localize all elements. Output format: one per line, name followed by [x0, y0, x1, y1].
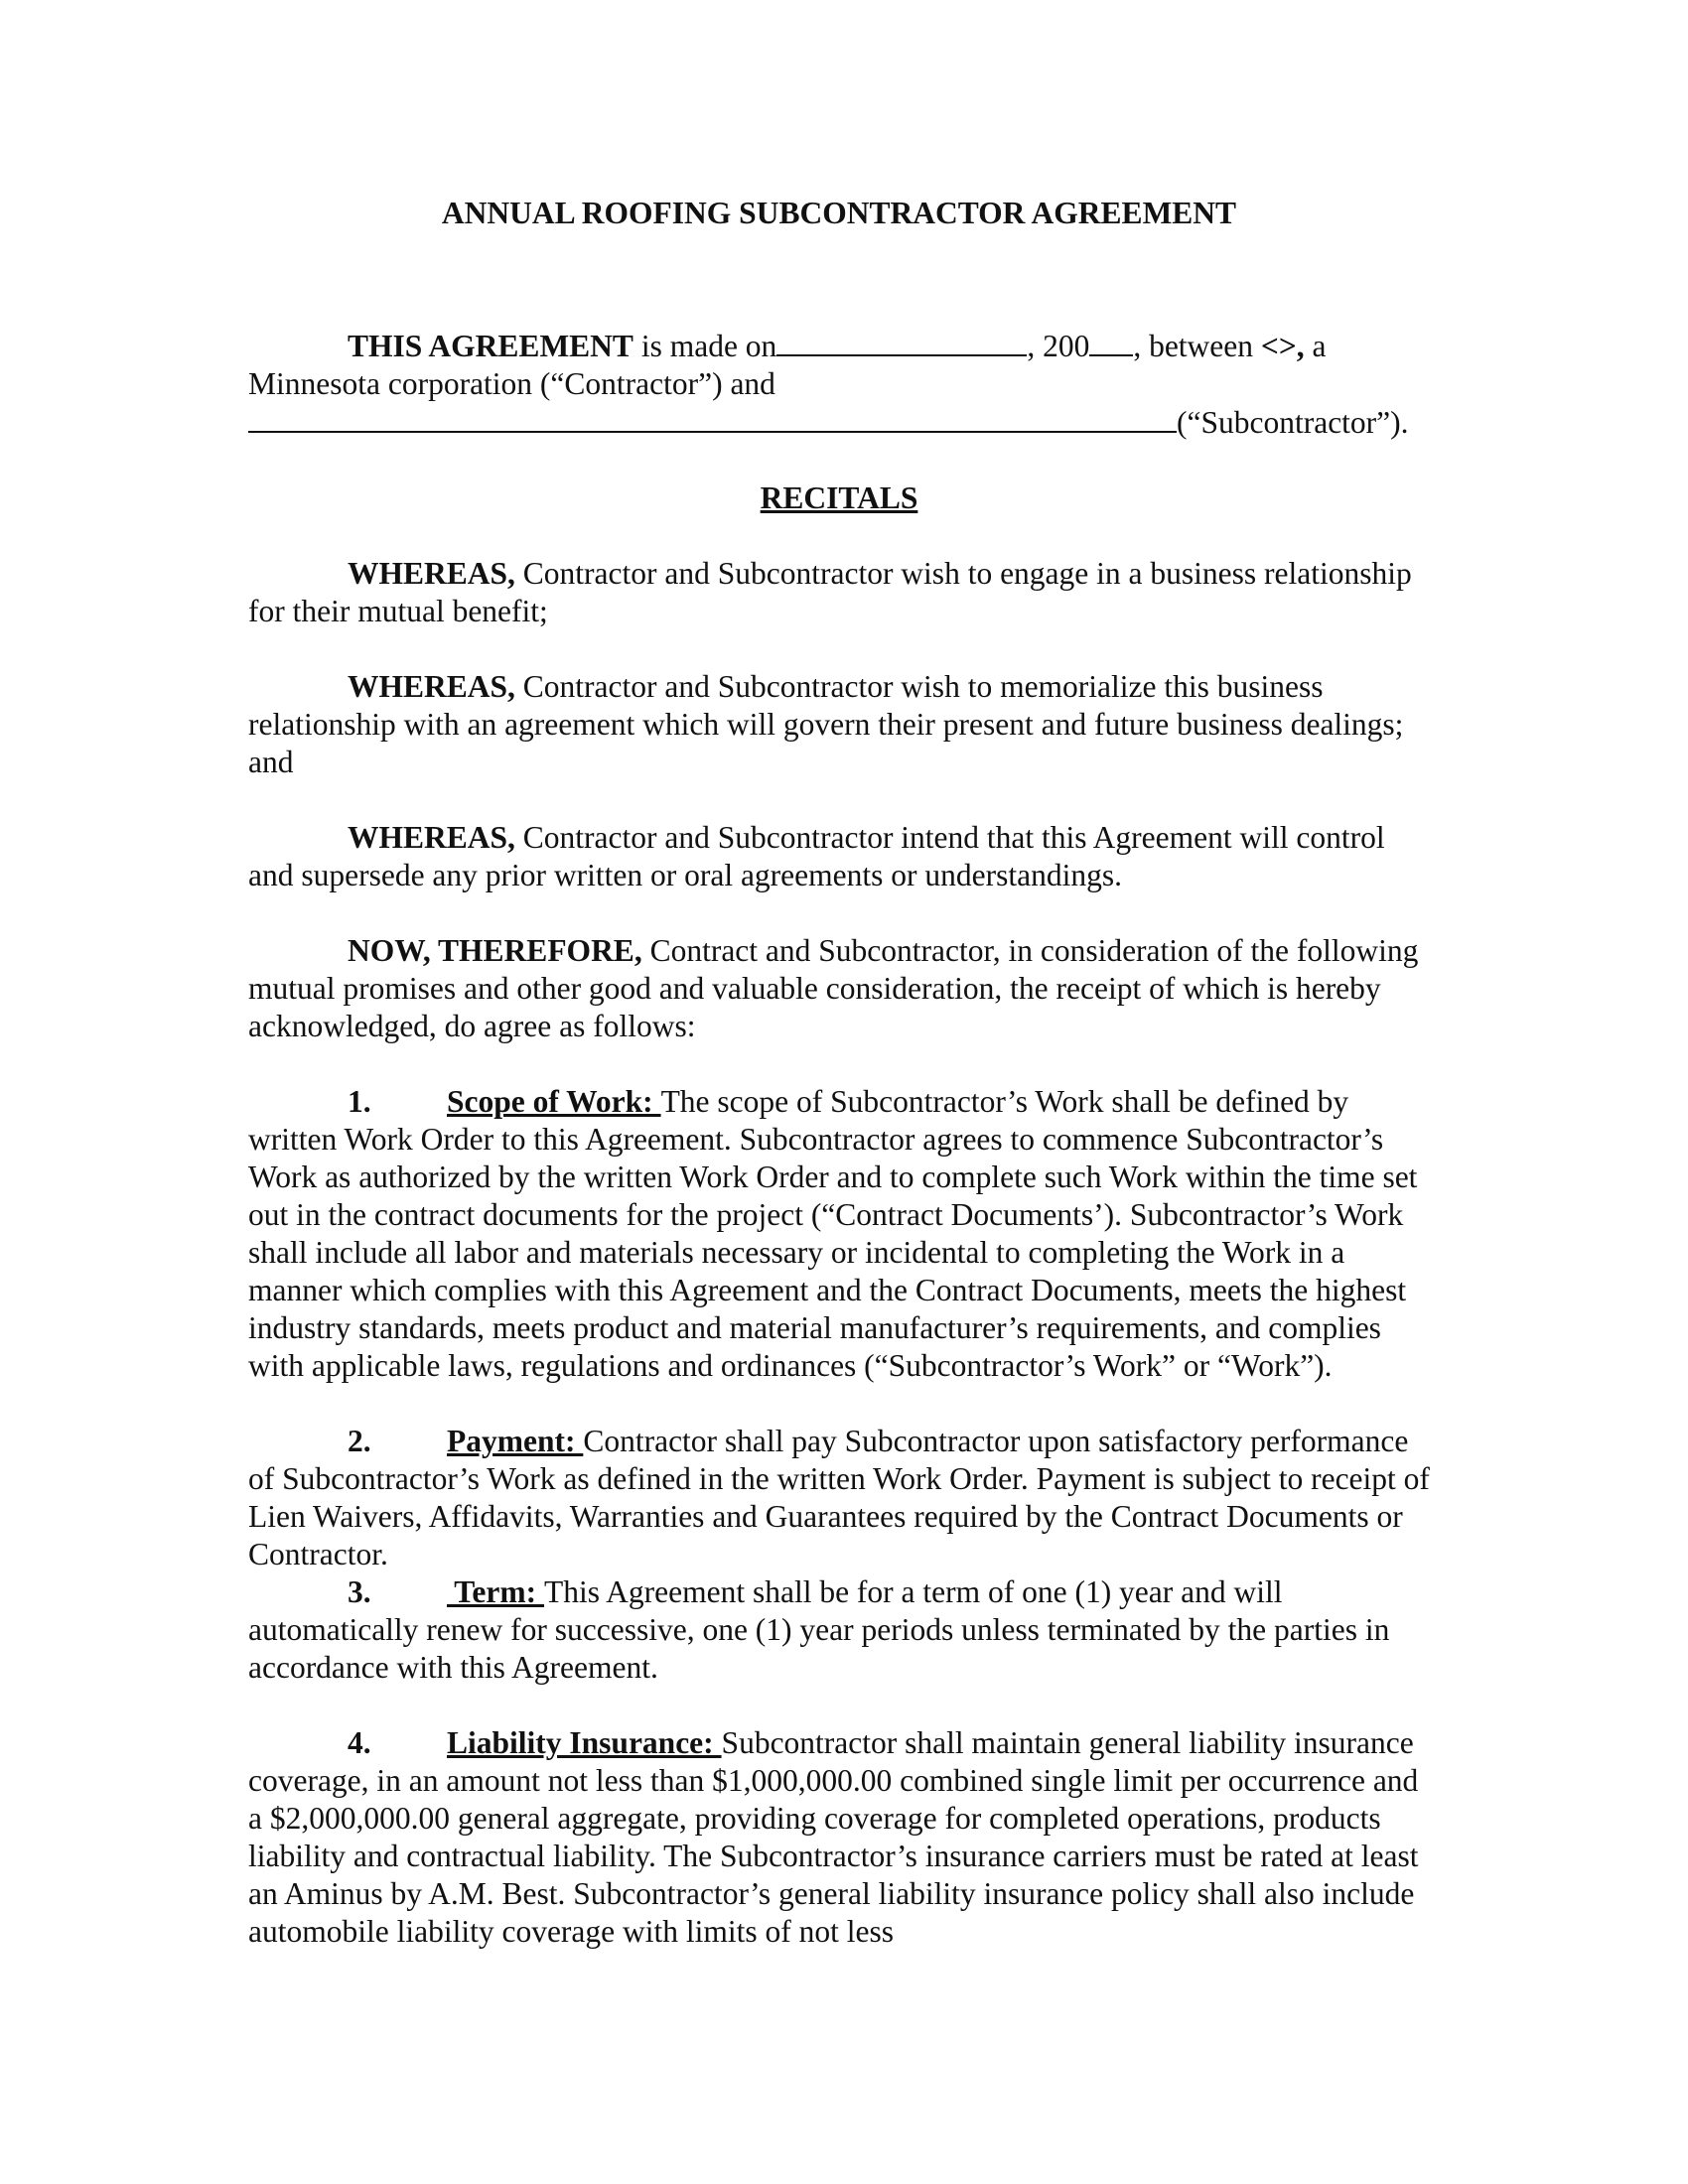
recital-text: Contractor and Subcontractor wish to memorialize this business relationship with an agreement which will govern their present and future business dealings; and	[248, 669, 1404, 779]
intro-after-party: a Minnesota corporation (“Contractor”) and	[248, 329, 1327, 401]
recitals-heading: RECITALS	[760, 480, 918, 515]
intro-lead: THIS AGREEMENT	[348, 329, 633, 363]
section-payment	[248, 1423, 1430, 1573]
section-text: Contractor shall pay Subcontractor upon satisfactory performance of Subcontractor’s Work as defined in the written Work Order. Payment is subject to receipt of Lien Waivers, Affidavits, Warranties and Guarantees required by the Contract Documents or Contractor.	[248, 1424, 1430, 1571]
recital-text: Contract and Subcontractor, in consideration of the following mutual promises and other good and valuable consideration, the receipt of which is hereby acknowledged, do agree as follows:	[248, 933, 1419, 1043]
contractor-party-placeholder: <>,	[1260, 329, 1305, 363]
section-heading: Scope of Work:	[447, 1084, 661, 1119]
subcontractor-name-blank[interactable]	[248, 403, 1177, 433]
now-therefore-paragraph	[248, 932, 1430, 1045]
intro-between: , between	[1133, 329, 1261, 363]
intro-year-prefix: , 200	[1027, 329, 1090, 363]
section-text: The scope of Subcontractor’s Work shall be defined by written Work Order to this Agreement. Subcontractor agrees to commence Subcontractor’s Work as authorized by the written Work Order and to complete such Work within the time set out in the contract documents for the project (“Contract Documents’). Subcontractor’s Work shall include all labor and materials necessary or incidental to completing the Work in a manner which complies with this Agreement and the Contract Documents, meets the highest industry standards, meets product and material manufacturer’s requirements, and complies with applicable laws, regulations and ordinances (“Subcontractor’s Work” or “Work”).	[248, 1084, 1418, 1383]
recital-paragraph	[248, 819, 1430, 894]
section-heading: Liability Insurance:	[447, 1725, 722, 1760]
subcontractor-line	[248, 403, 1430, 442]
section-text: This Agreement shall be for a term of one (1) year and will automatically renew for successive, one (1) year periods unless terminated by the parties in accordance with this Agreement.	[248, 1574, 1390, 1685]
section-heading: Payment:	[447, 1424, 584, 1458]
section-liability-insurance	[248, 1724, 1430, 1951]
recital-lead: WHEREAS,	[348, 820, 515, 855]
section-number: 3.	[348, 1574, 371, 1609]
recital-lead: WHEREAS,	[348, 556, 515, 591]
date-blank[interactable]	[776, 327, 1027, 356]
section-number: 4.	[348, 1725, 371, 1760]
recital-paragraph	[248, 668, 1430, 781]
year-blank[interactable]	[1089, 327, 1133, 356]
recital-text: Contractor and Subcontractor intend that this Agreement will control and supersede any prior written or oral agreements or understandings.	[248, 820, 1385, 892]
intro-paragraph	[248, 327, 1430, 442]
section-heading: Term:	[447, 1574, 544, 1609]
recital-paragraph	[248, 555, 1430, 630]
section-number: 1.	[348, 1084, 371, 1119]
document-title: ANNUAL ROOFING SUBCONTRACTOR AGREEMENT	[441, 196, 1237, 230]
section-text: Subcontractor shall maintain general liability insurance coverage, in an amount not less than $1,000,000.00 combined single limit per occurrence and a $2,000,000.00 general aggregate, providing coverage for completed operations, products liability and contractual liability. The Subcontractor’s insurance carriers must be rated at least an Aminus by A.M. Best. Subcontractor’s general liability insurance policy shall also include automobile liability coverage with limits of not less	[248, 1725, 1419, 1949]
section-scope-of-work	[248, 1083, 1430, 1385]
intro-made-on: is made on	[633, 329, 777, 363]
subcontractor-tail: (“Subcontractor”).	[1177, 405, 1409, 440]
recital-text: Contractor and Subcontractor wish to engage in a business relationship for their mutual benefit;	[248, 556, 1412, 628]
section-number: 2.	[348, 1424, 371, 1458]
section-term	[248, 1573, 1430, 1687]
document-page	[248, 195, 1430, 1951]
recital-lead: NOW, THEREFORE,	[348, 933, 642, 968]
recital-lead: WHEREAS,	[348, 669, 515, 704]
